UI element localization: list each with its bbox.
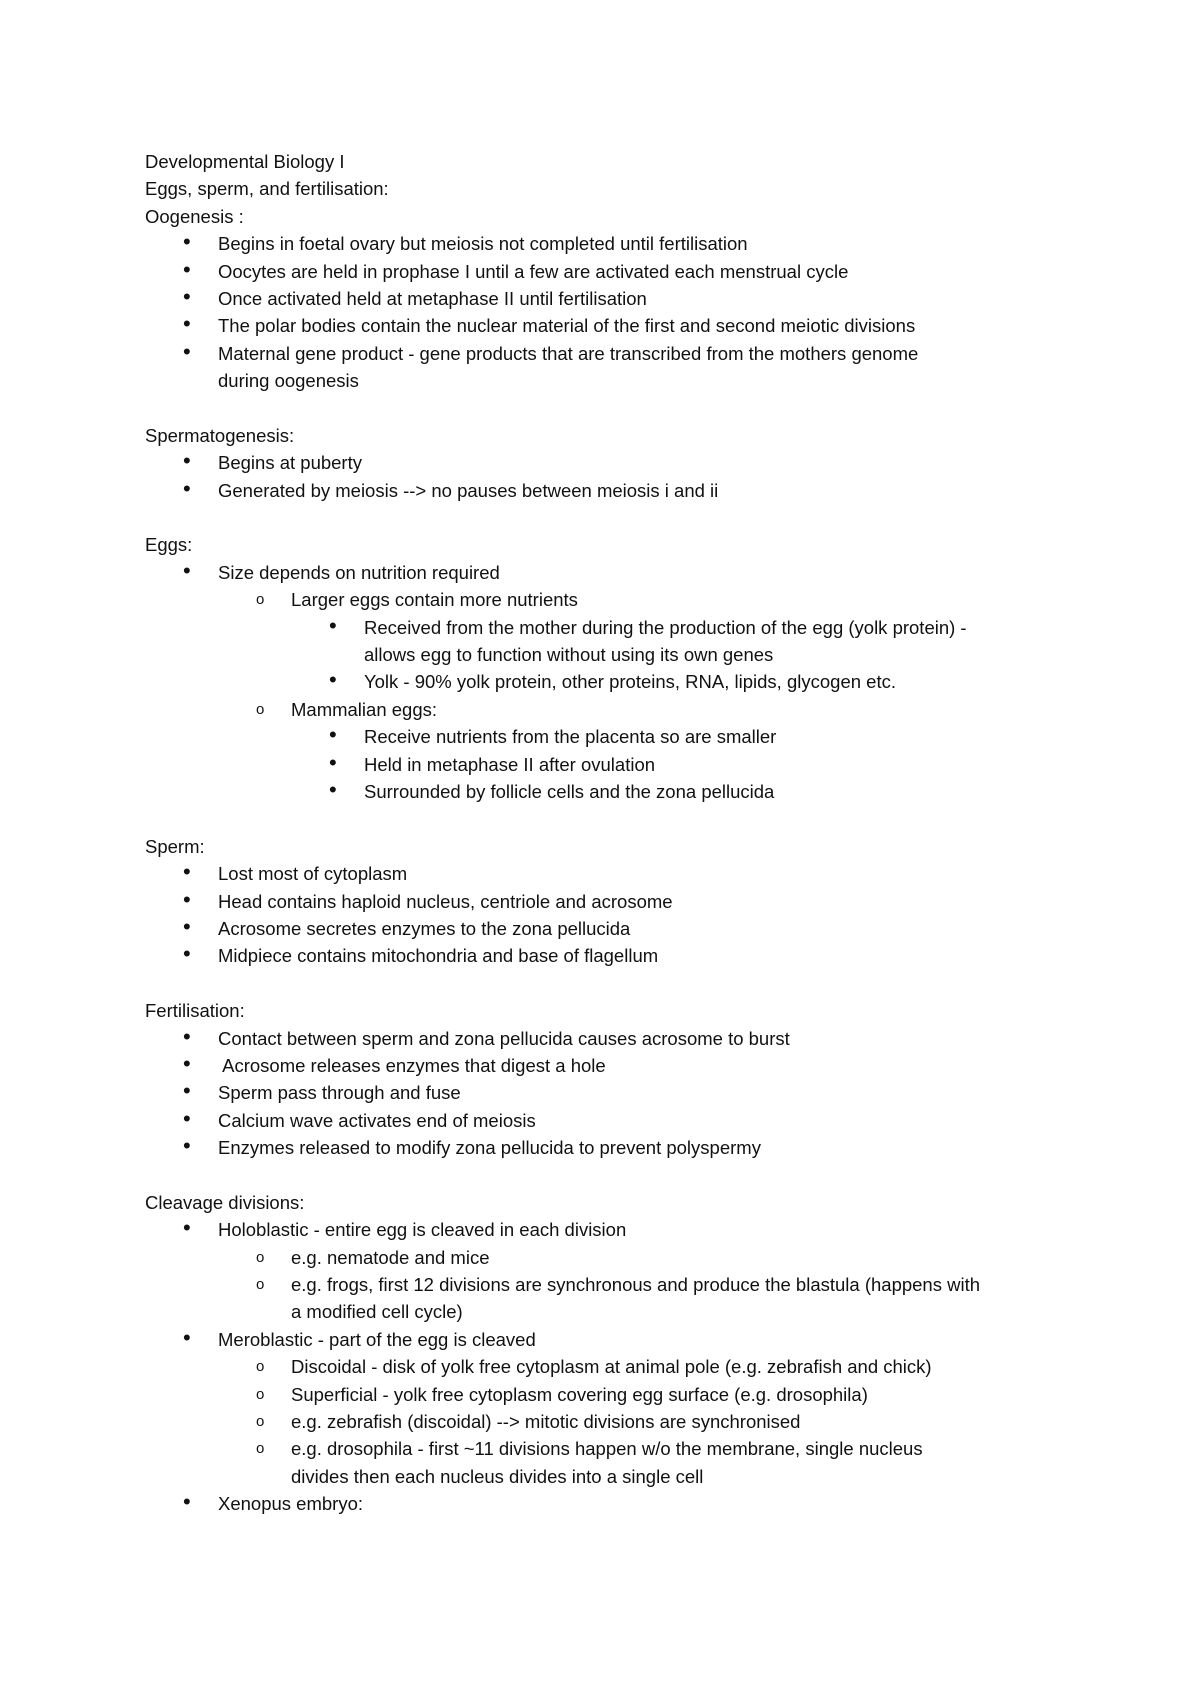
document-title xyxy=(145,148,1075,175)
bullet-item-level-2 xyxy=(145,696,1075,723)
line-text: Lost most of cytoplasm xyxy=(218,863,408,885)
section-heading xyxy=(145,175,1075,202)
line-text: Contact between sperm and zona pellucida causes acrosome to burst xyxy=(218,1027,790,1049)
bullet-item-level-1 xyxy=(145,1079,1075,1106)
bullet-item-level-1 xyxy=(145,312,1075,339)
line-text: a modified cell cycle) xyxy=(291,1301,463,1323)
document-body xyxy=(145,148,1075,1518)
circle-bullet-icon: o xyxy=(256,591,265,609)
bullet-item-level-3 xyxy=(145,668,1075,695)
bullet-item-level-3 xyxy=(145,778,1075,805)
bullet-item-level-1 xyxy=(145,285,1075,312)
section-heading xyxy=(145,422,1075,449)
bullet-item-level-1 xyxy=(145,449,1075,476)
circle-bullet-icon: o xyxy=(256,1385,265,1403)
bullet-item-level-1 xyxy=(145,1107,1075,1134)
circle-bullet-icon: o xyxy=(256,1248,265,1266)
bullet-continuation-level-3 xyxy=(145,641,1075,668)
line-text: e.g. drosophila - first ~11 divisions happen w/o the membrane, single nucleus xyxy=(291,1438,923,1460)
line-text: Oogenesis : xyxy=(145,205,244,227)
line-text: Acrosome secretes enzymes to the zona pellucida xyxy=(218,917,631,939)
line-text: Generated by meiosis --> no pauses between meiosis i and ii xyxy=(218,479,719,501)
line-text: Eggs, sperm, and fertilisation: xyxy=(145,178,389,200)
line-text: Sperm pass through and fuse xyxy=(218,1082,461,1104)
line-text: Sperm: xyxy=(145,835,205,857)
disc-bullet-icon: • xyxy=(183,475,191,501)
circle-bullet-icon: o xyxy=(256,1358,265,1376)
bullet-item-level-1 xyxy=(145,915,1075,942)
disc-bullet-icon: • xyxy=(183,1489,191,1515)
bullet-item-level-2 xyxy=(145,1353,1075,1380)
disc-bullet-icon: • xyxy=(183,859,191,885)
line-text: Surrounded by follicle cells and the zona pellucida xyxy=(364,780,775,802)
bullet-item-level-2 xyxy=(145,1435,1075,1462)
line-text: Cleavage divisions: xyxy=(145,1191,305,1213)
disc-bullet-icon: • xyxy=(183,1133,191,1159)
bullet-item-level-1 xyxy=(145,258,1075,285)
bullet-item-level-1 xyxy=(145,1052,1075,1079)
line-text: Oocytes are held in prophase I until a few are activated each menstrual cycle xyxy=(218,260,849,282)
circle-bullet-icon: o xyxy=(256,1276,265,1294)
line-text: Yolk - 90% yolk protein, other proteins, RNA, lipids, glycogen etc. xyxy=(364,671,896,693)
line-text: Larger eggs contain more nutrients xyxy=(291,589,578,611)
blank-line xyxy=(145,504,1075,531)
bullet-item-level-1 xyxy=(145,559,1075,586)
line-text: e.g. nematode and mice xyxy=(291,1246,490,1268)
line-text: Eggs: xyxy=(145,534,193,556)
line-text: Receive nutrients from the placenta so are smaller xyxy=(364,726,777,748)
disc-bullet-icon: • xyxy=(183,1324,191,1350)
circle-bullet-icon: o xyxy=(256,700,265,718)
bullet-continuation-level-1 xyxy=(145,367,1075,394)
disc-bullet-icon: • xyxy=(329,749,337,775)
disc-bullet-icon: • xyxy=(183,1023,191,1049)
disc-bullet-icon: • xyxy=(183,913,191,939)
bullet-item-level-3 xyxy=(145,723,1075,750)
disc-bullet-icon: • xyxy=(329,612,337,638)
disc-bullet-icon: • xyxy=(329,776,337,802)
disc-bullet-icon: • xyxy=(329,722,337,748)
bullet-item-level-3 xyxy=(145,751,1075,778)
line-text: Held in metaphase II after ovulation xyxy=(364,753,656,775)
disc-bullet-icon: • xyxy=(183,557,191,583)
blank-line xyxy=(145,1161,1075,1188)
line-text: Acrosome releases enzymes that digest a hole xyxy=(218,1054,606,1076)
line-text: Once activated held at metaphase II until fertilisation xyxy=(218,287,647,309)
disc-bullet-icon: • xyxy=(329,667,337,693)
line-text: Meroblastic - part of the egg is cleaved xyxy=(218,1328,536,1350)
disc-bullet-icon: • xyxy=(183,448,191,474)
disc-bullet-icon: • xyxy=(183,1105,191,1131)
disc-bullet-icon: • xyxy=(183,256,191,282)
line-text: The polar bodies contain the nuclear material of the first and second meiotic divisions xyxy=(218,315,916,337)
section-heading xyxy=(145,1189,1075,1216)
line-text: Head contains haploid nucleus, centriole and acrosome xyxy=(218,890,673,912)
section-heading xyxy=(145,531,1075,558)
bullet-item-level-2 xyxy=(145,1271,1075,1298)
bullet-item-level-1 xyxy=(145,1134,1075,1161)
bullet-item-level-1 xyxy=(145,230,1075,257)
line-text: during oogenesis xyxy=(218,370,359,392)
line-text: Midpiece contains mitochondria and base of flagellum xyxy=(218,945,659,967)
bullet-item-level-2 xyxy=(145,1381,1075,1408)
line-text: Enzymes released to modify zona pellucida to prevent polyspermy xyxy=(218,1137,761,1159)
line-text: Calcium wave activates end of meiosis xyxy=(218,1109,536,1131)
blank-line xyxy=(145,805,1075,832)
disc-bullet-icon: • xyxy=(183,941,191,967)
bullet-item-level-1 xyxy=(145,477,1075,504)
disc-bullet-icon: • xyxy=(183,338,191,364)
disc-bullet-icon: • xyxy=(183,229,191,255)
line-text: Begins in foetal ovary but meiosis not completed until fertilisation xyxy=(218,233,748,255)
bullet-item-level-2 xyxy=(145,586,1075,613)
line-text: Mammalian eggs: xyxy=(291,698,438,720)
line-text: Superficial - yolk free cytoplasm covering egg surface (e.g. drosophila) xyxy=(291,1383,868,1405)
line-text: Maternal gene product - gene products that are transcribed from the mothers genome xyxy=(218,342,919,364)
disc-bullet-icon: • xyxy=(183,1050,191,1076)
bullet-item-level-2 xyxy=(145,1408,1075,1435)
bullet-item-level-1 xyxy=(145,340,1075,367)
line-text: allows egg to function without using its own genes xyxy=(364,644,774,666)
bullet-item-level-1 xyxy=(145,942,1075,969)
disc-bullet-icon: • xyxy=(183,886,191,912)
circle-bullet-icon: o xyxy=(256,1440,265,1458)
line-text: Spermatogenesis: xyxy=(145,424,295,446)
bullet-item-level-1 xyxy=(145,888,1075,915)
section-heading xyxy=(145,997,1075,1024)
line-text: Xenopus embryo: xyxy=(218,1493,364,1515)
line-text: Fertilisation: xyxy=(145,1000,245,1022)
line-text: e.g. zebrafish (discoidal) --> mitotic divisions are synchronised xyxy=(291,1410,801,1432)
disc-bullet-icon: • xyxy=(183,283,191,309)
line-text: Received from the mother during the production of the egg (yolk protein) - xyxy=(364,616,967,638)
bullet-item-level-1 xyxy=(145,1490,1075,1517)
blank-line xyxy=(145,970,1075,997)
blank-line xyxy=(145,395,1075,422)
disc-bullet-icon: • xyxy=(183,1078,191,1104)
line-text: e.g. frogs, first 12 divisions are synchronous and produce the blastula (happens with xyxy=(291,1274,981,1296)
line-text: Size depends on nutrition required xyxy=(218,561,500,583)
bullet-item-level-1 xyxy=(145,1025,1075,1052)
bullet-item-level-1 xyxy=(145,1326,1075,1353)
line-text: Developmental Biology I xyxy=(145,151,345,172)
bullet-continuation-level-2 xyxy=(145,1298,1075,1325)
line-text: divides then each nucleus divides into a single cell xyxy=(291,1465,704,1487)
line-text: Begins at puberty xyxy=(218,452,362,474)
line-text: Discoidal - disk of yolk free cytoplasm at animal pole (e.g. zebrafish and chick) xyxy=(291,1356,932,1378)
bullet-item-level-1 xyxy=(145,1216,1075,1243)
bullet-item-level-1 xyxy=(145,860,1075,887)
section-heading xyxy=(145,833,1075,860)
disc-bullet-icon: • xyxy=(183,311,191,337)
circle-bullet-icon: o xyxy=(256,1412,265,1430)
disc-bullet-icon: • xyxy=(183,1215,191,1241)
line-text: Holoblastic - entire egg is cleaved in each division xyxy=(218,1219,627,1241)
bullet-item-level-3 xyxy=(145,614,1075,641)
section-heading xyxy=(145,203,1075,230)
bullet-continuation-level-2 xyxy=(145,1463,1075,1490)
bullet-item-level-2 xyxy=(145,1244,1075,1271)
